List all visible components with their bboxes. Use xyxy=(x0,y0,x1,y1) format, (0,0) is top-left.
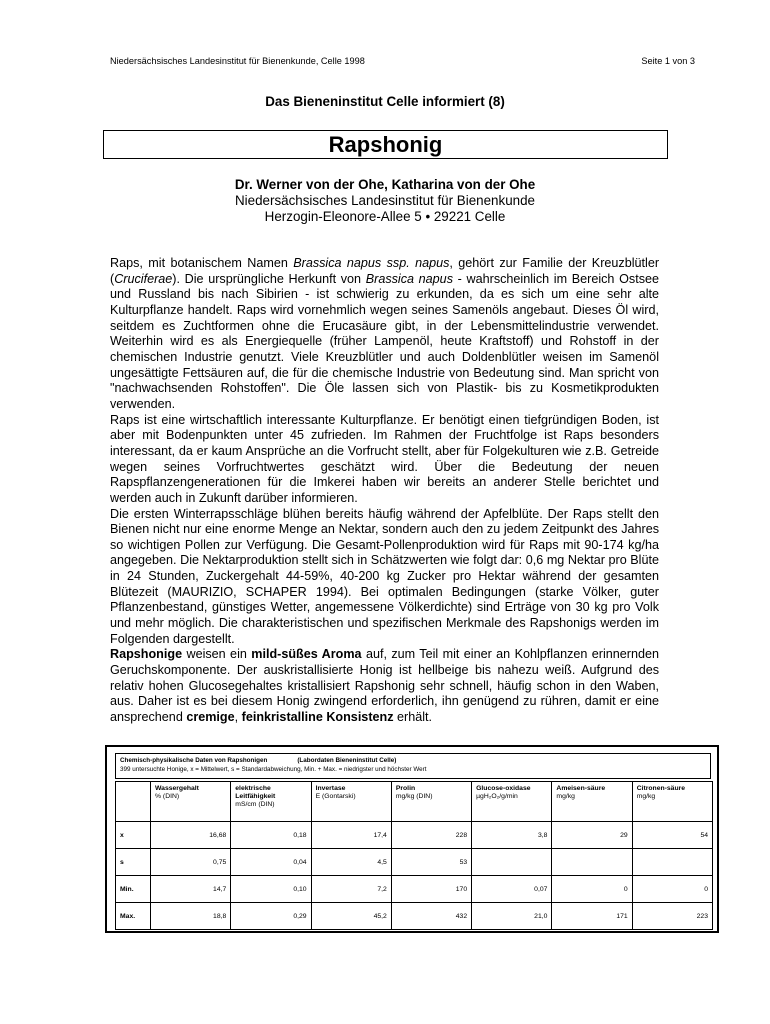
text-run: weisen ein xyxy=(182,647,252,662)
column-header xyxy=(632,782,712,822)
text-run: - wahrscheinlich im Bereich Ostsee und Russland bis nach Sibirien - ist schwierig zu erkunden, da es sich um eine sehr alte Kulturpflanze handelt. Raps wird vornehmlich wegen seines Samenöls angebaut. Dieses Öl wird, seitdem es Zuchtformen ohne die Erucasäure gibt, in der Lebensmittelindustrie verwendet. Weiterhin wird es als Energiequelle (früher Lampenöl, heute Kraftstoff) und Rohstoff in der chemischen Industrie genutzt. Viele Kreuzblütler und auch Doldenblütler weisen im Samenöl ungesättigte Fettsäuren auf, die für die chemische Industrie von Bedeutung sind. Man spricht von "nachwachsenden Rohstoffen". Die Öle lassen sich von Plastik- bis zu Kosmetikprodukten verwenden. xyxy=(110,271,660,411)
table-row-stddev xyxy=(116,849,713,876)
table-cell: 16,68 xyxy=(151,822,231,849)
text-run: ). Die ursprüngliche Herkunft von xyxy=(172,271,366,286)
column-label: Citronen-säure xyxy=(636,785,686,792)
bold-term: cremige xyxy=(186,710,235,725)
bold-term: mild-süßes Aroma xyxy=(251,647,362,662)
document-title: Rapshonig xyxy=(103,130,668,159)
table-row-mean xyxy=(116,822,713,849)
column-header xyxy=(552,782,632,822)
column-label: Ameisen-säure xyxy=(556,785,606,792)
institute-address: Herzogin-Eleonore-Allee 5 • 29221 Celle xyxy=(264,209,506,224)
column-header xyxy=(391,782,471,822)
table-caption xyxy=(115,753,711,779)
table-cell: 21,0 xyxy=(472,903,552,930)
table-cell xyxy=(472,849,552,876)
table-cell: 45,2 xyxy=(311,903,391,930)
table-row-max xyxy=(116,903,713,930)
table-cell: 0,07 xyxy=(472,876,552,903)
column-unit: E (Gontarski) xyxy=(315,793,356,800)
row-label: x xyxy=(116,822,151,849)
honey-data-table xyxy=(115,781,713,930)
row-label: Max. xyxy=(116,903,151,930)
text-run: , gehört zur Familie der Kreuzblütler ( xyxy=(110,256,660,286)
column-unit: mg/kg xyxy=(556,793,575,800)
table-cell xyxy=(632,849,712,876)
column-label: Glucose-oxidase xyxy=(476,785,531,792)
institute-name: Niedersächsisches Landesinstitut für Bienenkunde xyxy=(235,193,535,208)
data-table-frame xyxy=(105,745,719,933)
column-unit: µgH₂O₂/g/min xyxy=(476,793,518,800)
row-label: Min. xyxy=(116,876,151,903)
table-cell: 7,2 xyxy=(311,876,391,903)
table-cell: 54 xyxy=(632,822,712,849)
table-row-min xyxy=(116,876,713,903)
table-cell: 0,04 xyxy=(231,849,311,876)
corner-cell xyxy=(116,782,151,822)
table-cell: 0,75 xyxy=(151,849,231,876)
table-cell: 228 xyxy=(391,822,471,849)
column-label: elektrische Leitfähigkeit xyxy=(235,785,276,800)
column-header xyxy=(151,782,231,822)
table-cell: 0,10 xyxy=(231,876,311,903)
latin-name: Cruciferae xyxy=(114,271,173,286)
paragraph-cultivation: Raps ist eine wirtschaftlich interessante Kulturpflanze. Er benötigt einen tiefgründigen Boden, ist aber mit Bodenpunkten unter 45 zufrieden. Im Rahmen der Fruchtfolge ist Raps besonders interessant, da er kaum Ansprüche an die Vorfrucht stellt, aber für Folgekulturen wie z.B. Getreide wegen seines Vorfruchtwertes geschätzt wird. Über die Bedeutung der neuen Rapspflanzengenerationen für die Imkerei haben wir bereits an anderer Stelle berichtet und werden auch in Zukunft darüber informieren. xyxy=(110,412,659,505)
table-cell: 170 xyxy=(391,876,471,903)
bold-term: feinkristalline Konsistenz xyxy=(241,710,394,725)
table-cell: 29 xyxy=(552,822,632,849)
text-run: , xyxy=(234,710,242,725)
column-label: Wassergehalt xyxy=(155,785,199,792)
text-run: Raps, mit botanischem Namen xyxy=(110,256,294,270)
latin-name: Brassica napus ssp. napus xyxy=(293,256,450,270)
paragraph-nectar: Die ersten Winterrapsschläge blühen bereits häufig während der Apfelblüte. Der Raps stellt den Bienen nicht nur eine enorme Menge an Nektar, sondern auch den zu jedem Zeitpunkt des Jahres so wichtigen Pollen zur Verfügung. Die Gesamt-Pollenproduktion wird für Raps mit 90-174 kg/ha angegeben. Die Nektarproduktion stellt sich in Schätzwerten wie folgt dar: 0,6 mg Nektar pro Blüte in 24 Stunden, Zuckergehalt 44-59%, 40-200 kg Zucker pro Hektar während der gesamten Blütezeit (MAURIZIO, SCHAPER 1994). Bei optimalen Bedingungen (starke Völker, guter Pflanzenbestand, günstiges Wetter, angemessene Völkerdichte) sind Erträge von 30 kg pro Volk und mehr möglich. Die charakteristischen und spezifischen Merkmale des Rapshonigs werden im Folgenden dargestellt. xyxy=(110,506,659,646)
text-run: auf, zum Teil mit einer an Kohlpflanzen erinnernden Geruchskomponente. Der auskristallisierte Honig ist hellbeige bis nahezu weiß. Aufgrund des relativ hohen Glucosegehaltes kristallisiert Rapshonig sehr schnell, häufig schon in den Waben, aus. Daher ist es bei diesem Honig zwingend erforderlich, ihn genügend zu rühren, damit er eine ansprechend xyxy=(110,647,659,725)
column-unit: mg/kg (DIN) xyxy=(395,793,433,800)
table-cell: 4,5 xyxy=(311,849,391,876)
bold-term: Rapshonige xyxy=(110,647,183,662)
table-cell: 53 xyxy=(391,849,471,876)
column-label: Invertase xyxy=(315,785,346,792)
table-cell: 14,7 xyxy=(151,876,231,903)
column-unit: mg/kg xyxy=(636,793,656,800)
column-label: Prolin xyxy=(395,785,416,792)
table-caption-note: 399 untersuchte Honige, x = Mittelwert, s = Standardabweichung, Min. + Max. = niedrigster und höchster Wert xyxy=(120,765,427,773)
text-run: erhält. xyxy=(393,710,433,725)
table-header-row xyxy=(116,782,713,822)
series-title: Das Bieneninstitut Celle informiert (8) xyxy=(265,94,505,109)
column-unit: mS/cm (DIN) xyxy=(235,801,275,808)
paragraph-intro xyxy=(110,256,659,413)
table-cell xyxy=(552,849,632,876)
table-caption-title: Chemisch-physikalische Daten von Rapshonigen xyxy=(120,757,268,764)
latin-name: Brassica napus xyxy=(365,271,453,286)
page-number: Seite 1 von 3 xyxy=(641,56,695,66)
running-header-left: Niedersächsisches Landesinstitut für Bienenkunde, Celle 1998 xyxy=(110,56,365,66)
column-header xyxy=(231,782,311,822)
table-cell: 0,29 xyxy=(231,903,311,930)
table-cell: 171 xyxy=(552,903,632,930)
table-cell: 0,18 xyxy=(231,822,311,849)
article-body xyxy=(110,256,659,726)
column-unit: % (DIN) xyxy=(155,793,180,800)
paragraph-characteristics xyxy=(110,647,659,725)
table-cell: 223 xyxy=(632,903,712,930)
table-cell: 0 xyxy=(632,876,712,903)
row-label: s xyxy=(116,849,151,876)
column-header xyxy=(311,782,391,822)
authors: Dr. Werner von der Ohe, Katharina von der Ohe xyxy=(234,177,536,192)
table-cell: 18,8 xyxy=(151,903,231,930)
table-cell: 432 xyxy=(391,903,471,930)
table-cell: 3,8 xyxy=(472,822,552,849)
table-cell: 0 xyxy=(552,876,632,903)
table-caption-source: (Labordaten Bieneninstitut Celle) xyxy=(297,757,397,764)
column-header xyxy=(472,782,552,822)
table-cell: 17,4 xyxy=(311,822,391,849)
